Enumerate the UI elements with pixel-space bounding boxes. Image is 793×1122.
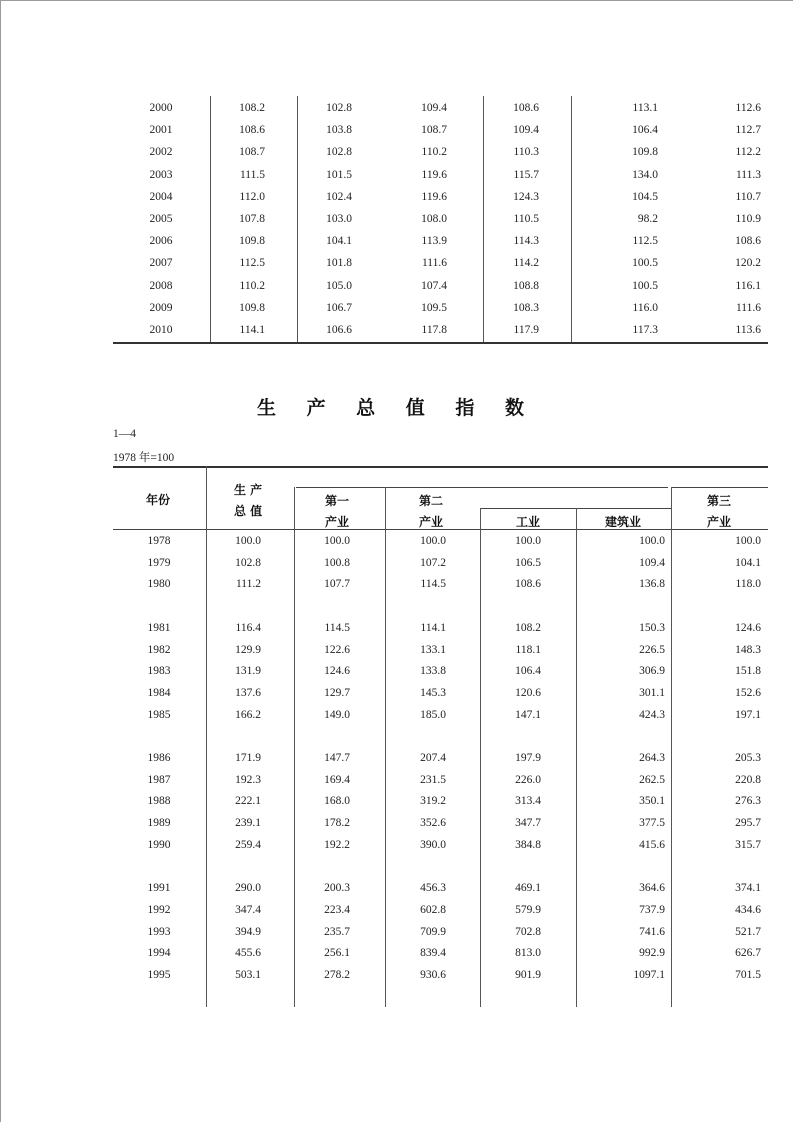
value-cell: 124.6 [324,665,350,678]
value-cell: 394.9 [235,925,261,938]
year-cell: 1995 [147,969,171,981]
value-cell: 100.5 [632,279,658,292]
value-cell: 197.1 [735,708,761,721]
year-cell: 2002 [149,146,173,159]
value-cell: 709.9 [420,925,446,938]
value-cell: 109.4 [421,102,447,114]
table-row [113,297,768,319]
table-row [113,573,768,595]
value-cell: 112.7 [735,124,761,137]
value-cell: 319.2 [420,795,446,808]
value-cell: 239.1 [235,817,261,830]
year-cell: 1979 [147,556,171,569]
value-cell: 169.4 [324,773,350,786]
value-cell: 115.7 [513,168,539,181]
table-row [113,747,768,769]
table-row [113,942,768,964]
value-cell: 192.2 [324,838,350,851]
value-cell: 98.2 [637,213,658,225]
value-cell: 701.5 [735,969,761,981]
table-row [113,141,768,163]
value-cell: 108.2 [515,621,541,634]
value-cell: 108.2 [239,102,265,114]
value-cell: 111.6 [421,257,447,270]
value-cell: 521.7 [735,925,761,938]
value-cell: 350.1 [639,795,665,808]
table-row [113,769,768,791]
value-cell: 110.2 [239,279,265,292]
value-cell: 133.1 [420,643,446,656]
table-top-rule [113,466,768,468]
value-cell: 149.0 [324,708,350,721]
value-cell: 117.8 [421,324,447,336]
table-row [113,530,768,552]
year-cell: 2008 [149,279,173,292]
value-cell: 114.2 [513,257,539,270]
value-cell: 102.8 [326,146,352,159]
value-cell: 278.2 [324,969,350,981]
value-cell: 133.8 [420,665,446,678]
value-cell: 352.6 [420,817,446,830]
value-cell: 456.3 [420,882,446,895]
value-cell: 112.5 [632,235,658,248]
table-row [113,964,768,986]
value-cell: 100.0 [324,535,350,547]
value-cell: 226.5 [639,643,665,656]
header-primary-line2: 产业 [325,515,350,529]
value-cell: 226.0 [515,773,541,786]
table-row [113,97,768,119]
value-cell: 259.4 [235,838,261,851]
value-cell: 579.9 [515,903,541,916]
year-cell: 2010 [149,324,173,336]
value-cell: 109.4 [639,556,665,569]
value-cell: 113.9 [421,235,447,248]
value-cell: 111.3 [735,168,761,181]
year-cell: 2004 [149,190,173,203]
value-cell: 469.1 [515,882,541,895]
value-cell: 151.8 [735,665,761,678]
value-cell: 124.3 [513,190,539,203]
value-cell: 197.9 [515,752,541,764]
value-cell: 106.7 [326,301,352,314]
year-cell: 1986 [147,752,171,764]
value-cell: 112.6 [735,102,761,114]
base-year-note: 1978 年=100 [113,452,175,464]
value-cell: 415.6 [639,838,665,851]
value-cell: 119.6 [421,168,447,181]
value-cell: 114.5 [420,578,446,591]
table-row [113,660,768,682]
year-cell: 1983 [147,665,171,678]
value-cell: 171.9 [235,752,261,764]
value-cell: 120.2 [735,257,761,270]
value-cell: 118.1 [515,643,541,656]
value-cell: 116.0 [632,301,658,314]
value-cell: 702.8 [515,925,541,938]
value-cell: 104.1 [326,235,352,248]
page-edge-left [0,0,1,1122]
value-cell: 185.0 [420,708,446,721]
year-cell: 2001 [149,124,173,137]
year-cell: 2007 [149,257,173,270]
year-cell: 1990 [147,838,171,851]
year-cell: 2000 [149,102,173,114]
value-cell: 145.3 [420,686,446,699]
year-cell: 1980 [147,578,171,591]
value-cell: 147.1 [515,708,541,721]
value-cell: 100.0 [235,535,261,547]
value-cell: 100.8 [324,556,350,569]
value-cell: 374.1 [735,882,761,895]
value-cell: 129.7 [324,686,350,699]
value-cell: 424.3 [639,708,665,721]
value-cell: 108.7 [421,124,447,137]
value-cell: 110.7 [735,190,761,203]
header-industry: 工业 [516,515,541,529]
value-cell: 129.9 [235,643,261,656]
value-cell: 137.6 [235,686,261,699]
table-row [113,639,768,661]
year-cell: 1993 [147,925,171,938]
value-cell: 117.3 [632,324,658,336]
value-cell: 112.5 [239,257,265,270]
table-number: 1—4 [113,428,136,440]
value-cell: 113.1 [632,102,658,114]
value-cell: 109.5 [421,301,447,314]
year-cell: 2005 [149,213,173,225]
value-cell: 262.5 [639,773,665,786]
value-cell: 107.4 [421,279,447,292]
value-cell: 103.8 [326,124,352,137]
header-year: 年份 [146,493,171,507]
value-cell: 107.7 [324,578,350,591]
value-cell: 106.5 [515,556,541,569]
header-gdp-line2: 总 值 [234,504,263,518]
value-cell: 315.7 [735,838,761,851]
year-cell: 1981 [147,621,171,634]
value-cell: 108.3 [513,301,539,314]
value-cell: 205.3 [735,752,761,764]
value-cell: 301.1 [639,686,665,699]
value-cell: 347.4 [235,903,261,916]
table-row [113,119,768,141]
value-cell: 108.8 [513,279,539,292]
value-cell: 290.0 [235,882,261,895]
section-title: 生 产 总 值 指 数 [256,397,537,419]
header-group-rule [296,487,668,488]
header-construction: 建筑业 [605,515,642,529]
table-row [113,790,768,812]
value-cell: 147.7 [324,752,350,764]
table-row [113,899,768,921]
value-cell: 104.1 [735,556,761,569]
value-cell: 108.7 [239,146,265,159]
header-group-rule [671,487,768,488]
header-primary-line1: 第一 [325,494,350,508]
value-cell: 256.1 [324,947,350,960]
value-cell: 839.4 [420,947,446,960]
value-cell: 110.2 [421,146,447,159]
value-cell: 103.0 [326,213,352,225]
value-cell: 114.1 [420,621,446,634]
value-cell: 108.6 [515,578,541,591]
value-cell: 455.6 [235,947,261,960]
value-cell: 112.0 [239,190,265,203]
year-cell: 2009 [149,301,173,314]
year-cell: 1994 [147,947,171,960]
table-row [113,834,768,856]
value-cell: 109.8 [239,235,265,248]
value-cell: 150.3 [639,621,665,634]
value-cell: 107.2 [420,556,446,569]
value-cell: 110.3 [513,146,539,159]
header-tertiary-line1: 第三 [707,494,732,508]
year-cell: 1987 [147,773,171,786]
value-cell: 200.3 [324,882,350,895]
year-cell: 1982 [147,643,171,656]
value-cell: 116.4 [235,621,261,634]
value-cell: 112.2 [735,146,761,159]
value-cell: 108.6 [513,102,539,114]
value-cell: 102.8 [326,102,352,114]
value-cell: 109.8 [632,146,658,159]
value-cell: 119.6 [421,190,447,203]
value-cell: 114.5 [324,621,350,634]
page-edge-top [0,0,793,1]
value-cell: 106.6 [326,324,352,336]
value-cell: 390.0 [420,838,446,851]
value-cell: 930.6 [420,969,446,981]
value-cell: 122.6 [324,643,350,656]
value-cell: 168.0 [324,795,350,808]
value-cell: 264.3 [639,752,665,764]
value-cell: 108.6 [239,124,265,137]
header-gdp-line1: 生 产 [234,483,263,497]
value-cell: 114.3 [513,235,539,248]
year-cell: 1984 [147,686,171,699]
value-cell: 220.8 [735,773,761,786]
header-secondary-line1: 第二 [419,494,444,508]
value-cell: 104.5 [632,190,658,203]
value-cell: 1097.1 [633,969,665,981]
value-cell: 364.6 [639,882,665,895]
value-cell: 134.0 [632,168,658,181]
header-secondary-line2: 产业 [419,515,444,529]
table-row [113,208,768,230]
value-cell: 105.0 [326,279,352,292]
table-row [113,921,768,943]
value-cell: 101.5 [326,168,352,181]
value-cell: 100.5 [632,257,658,270]
value-cell: 384.8 [515,838,541,851]
table-row [113,682,768,704]
table-row [113,252,768,274]
value-cell: 117.9 [513,324,539,336]
value-cell: 166.2 [235,708,261,721]
value-cell: 223.4 [324,903,350,916]
value-cell: 178.2 [324,817,350,830]
value-cell: 107.8 [239,213,265,225]
value-cell: 626.7 [735,947,761,960]
value-cell: 192.3 [235,773,261,786]
value-cell: 110.9 [735,213,761,225]
value-cell: 116.1 [735,279,761,292]
value-cell: 106.4 [632,124,658,137]
value-cell: 111.2 [235,578,261,591]
table-row [113,186,768,208]
value-cell: 207.4 [420,752,446,764]
value-cell: 108.0 [421,213,447,225]
value-cell: 114.1 [239,324,265,336]
table-row [113,704,768,726]
value-cell: 102.8 [235,556,261,569]
value-cell: 152.6 [735,686,761,699]
value-cell: 109.8 [239,301,265,314]
value-cell: 737.9 [639,903,665,916]
value-cell: 235.7 [324,925,350,938]
value-cell: 110.5 [513,213,539,225]
value-cell: 148.3 [735,643,761,656]
value-cell: 131.9 [235,665,261,678]
table-row [113,319,768,341]
year-cell: 2006 [149,235,173,248]
value-cell: 136.8 [639,578,665,591]
value-cell: 101.8 [326,257,352,270]
year-cell: 1992 [147,903,171,916]
value-cell: 347.7 [515,817,541,830]
value-cell: 100.0 [639,535,665,547]
value-cell: 306.9 [639,665,665,678]
value-cell: 100.0 [515,535,541,547]
year-cell: 1985 [147,708,171,721]
value-cell: 100.0 [735,535,761,547]
value-cell: 113.6 [735,324,761,336]
table-row [113,164,768,186]
value-cell: 120.6 [515,686,541,699]
value-cell: 741.6 [639,925,665,938]
table-row [113,812,768,834]
value-cell: 106.4 [515,665,541,678]
value-cell: 124.6 [735,621,761,634]
year-cell: 1991 [147,882,171,895]
value-cell: 377.5 [639,817,665,830]
table-row [113,275,768,297]
value-cell: 313.4 [515,795,541,808]
value-cell: 813.0 [515,947,541,960]
value-cell: 231.5 [420,773,446,786]
table-bottom-rule [113,342,768,344]
value-cell: 503.1 [235,969,261,981]
value-cell: 111.6 [735,301,761,314]
year-cell: 1978 [147,535,171,547]
value-cell: 100.0 [420,535,446,547]
header-tertiary-line2: 产业 [707,515,732,529]
value-cell: 118.0 [735,578,761,591]
year-cell: 2003 [149,168,173,181]
value-cell: 222.1 [235,795,261,808]
table-row [113,552,768,574]
year-cell: 1989 [147,817,171,830]
value-cell: 109.4 [513,124,539,137]
value-cell: 276.3 [735,795,761,808]
value-cell: 295.7 [735,817,761,830]
value-cell: 434.6 [735,903,761,916]
value-cell: 108.6 [735,235,761,248]
table-row [113,877,768,899]
value-cell: 111.5 [239,168,265,181]
table-row [113,230,768,252]
value-cell: 102.4 [326,190,352,203]
value-cell: 602.8 [420,903,446,916]
year-cell: 1988 [147,795,171,808]
value-cell: 901.9 [515,969,541,981]
table-row [113,617,768,639]
value-cell: 992.9 [639,947,665,960]
